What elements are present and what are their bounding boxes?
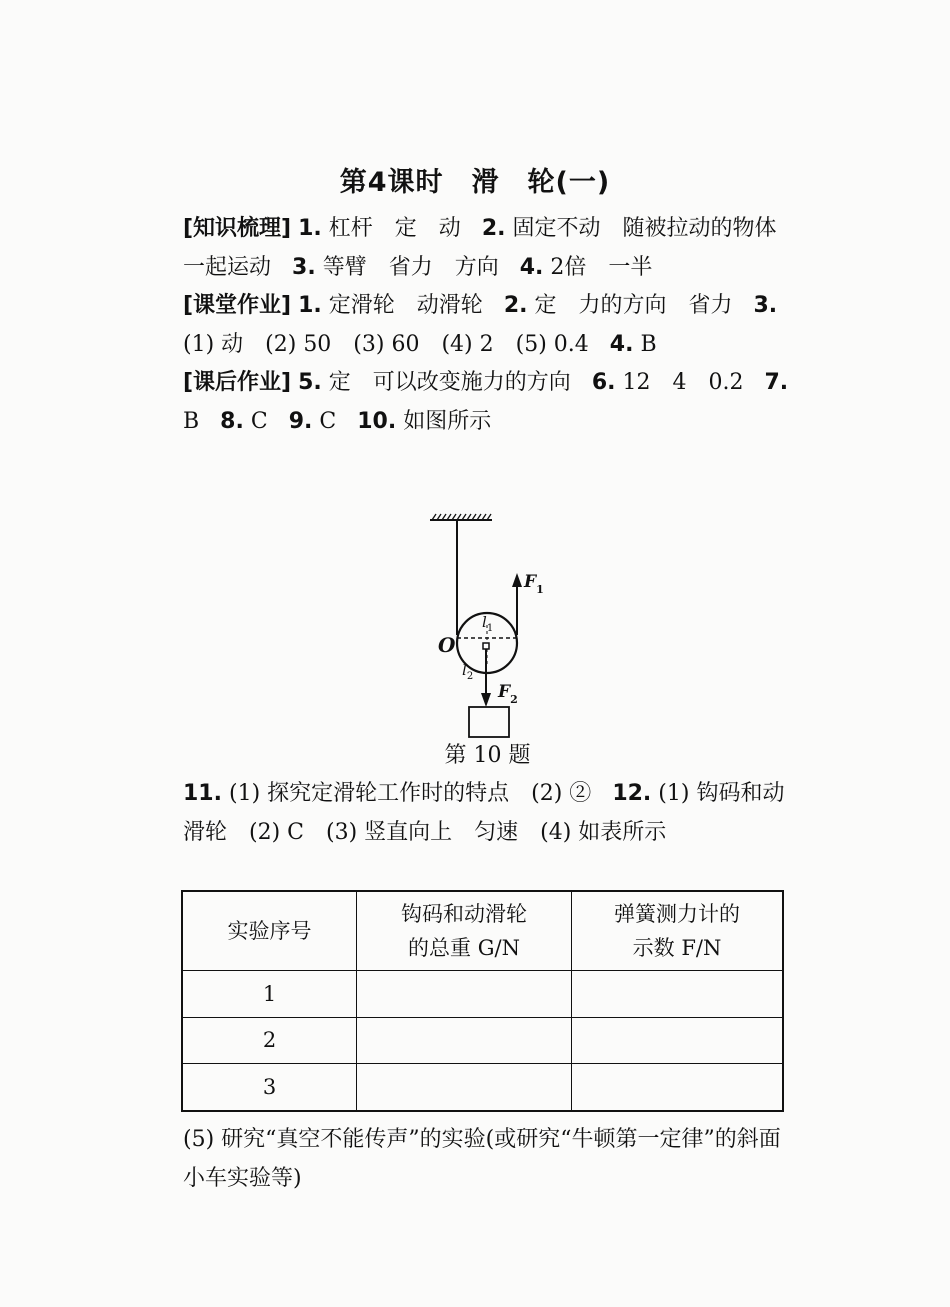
answer-text: 定 可以改变施力的方向 [328,370,571,395]
answer-text: 2倍 一半 [550,254,653,280]
table-row [182,1064,783,1111]
item-number: 4. [519,254,544,280]
answer-text: (1) 动 (2) 50 (3) 60 (4) 2 (5) 0.4 [183,331,589,357]
table-header-row [182,891,783,971]
item-number: 1. [298,216,322,241]
answer-text: 固定不动 随被拉动的物体一起运动 [183,216,777,280]
table-cell-empty [572,971,784,1018]
arrow-f1 [512,573,522,587]
table-cell-empty [357,971,572,1018]
answer-text: 定滑轮 动滑轮 [328,293,483,318]
answer-text: (1) 钩码和动滑轮 (2) C (3) 竖直向上 匀速 (4) 如表所示 [183,781,785,845]
answer-text: C [319,408,337,434]
item-number: 5. [298,370,322,395]
item-number: 9. [288,408,313,434]
table-cell-empty [357,1064,572,1111]
item-number: 4. [609,331,634,357]
arrow-f2 [481,693,491,707]
answer-text: 等臂 省力 方向 [322,254,499,280]
label-l1: $l_1$ [482,613,494,634]
table-row [182,1017,783,1064]
item-number: 2. [481,216,506,241]
header-cell: 钩码和动滑轮 的总重 G/N [357,891,572,971]
pulley-axle [483,643,489,649]
label-f1: $F_1$ [524,572,544,596]
label-l2: $l_2$ [462,661,474,682]
label-o: O [438,633,456,657]
answer-text: B [183,408,200,434]
answer-text: (5) 研究“真空不能传声”的实验(或研究“牛顿第一定律”的斜面小车实验等) [183,1127,781,1191]
item-number: 3. [753,293,778,318]
answer-text: 定 力的方向 省力 [534,293,733,318]
answers-block [183,210,798,441]
answer-text: B [640,331,657,357]
label-f2: $F_2$ [498,682,518,706]
figure-caption: 第 10 题 [444,743,531,768]
table-cell: 1 [182,971,357,1018]
header-cell: 弹簧测力计的 示数 F/N [572,891,784,971]
section-tag-kehou: [课后作业] [183,370,292,395]
item-number: 11. [183,781,222,806]
page-title: 第4课时 滑 轮(一) [339,167,611,198]
answers-block-3 [183,1121,798,1198]
pulley-diagram [400,505,570,745]
item-number: 1. [298,293,322,318]
item-number: 3. [292,254,316,280]
table-cell-empty [572,1017,784,1064]
item-number: 10. [357,408,397,434]
section-tag-ketang: [课堂作业] [183,293,292,318]
table-cell: 2 [182,1017,357,1064]
answer-text: (1) 探究定滑轮工作时的特点 (2) ② [228,781,592,806]
item-number: 2. [503,293,528,318]
item-number: 12. [612,781,652,806]
answer-text: C [250,408,268,434]
item-number: 7. [764,370,789,395]
weight-block [469,707,509,737]
item-number: 6. [591,370,616,395]
table-cell: 3 [182,1064,357,1111]
answers-block-2 [183,775,798,852]
section-tag-zhishi: [知识梳理] [183,216,292,241]
answer-text: 12 4 0.2 [622,370,744,395]
header-cell: 实验序号 [182,891,357,971]
answer-text: 如图所示 [403,408,492,434]
answer-text: 杠杆 定 动 [328,216,461,241]
table-cell-empty [357,1017,572,1064]
table-cell-empty [572,1064,784,1111]
experiment-table [181,890,784,1112]
table-row [182,971,783,1018]
item-number: 8. [220,408,244,434]
